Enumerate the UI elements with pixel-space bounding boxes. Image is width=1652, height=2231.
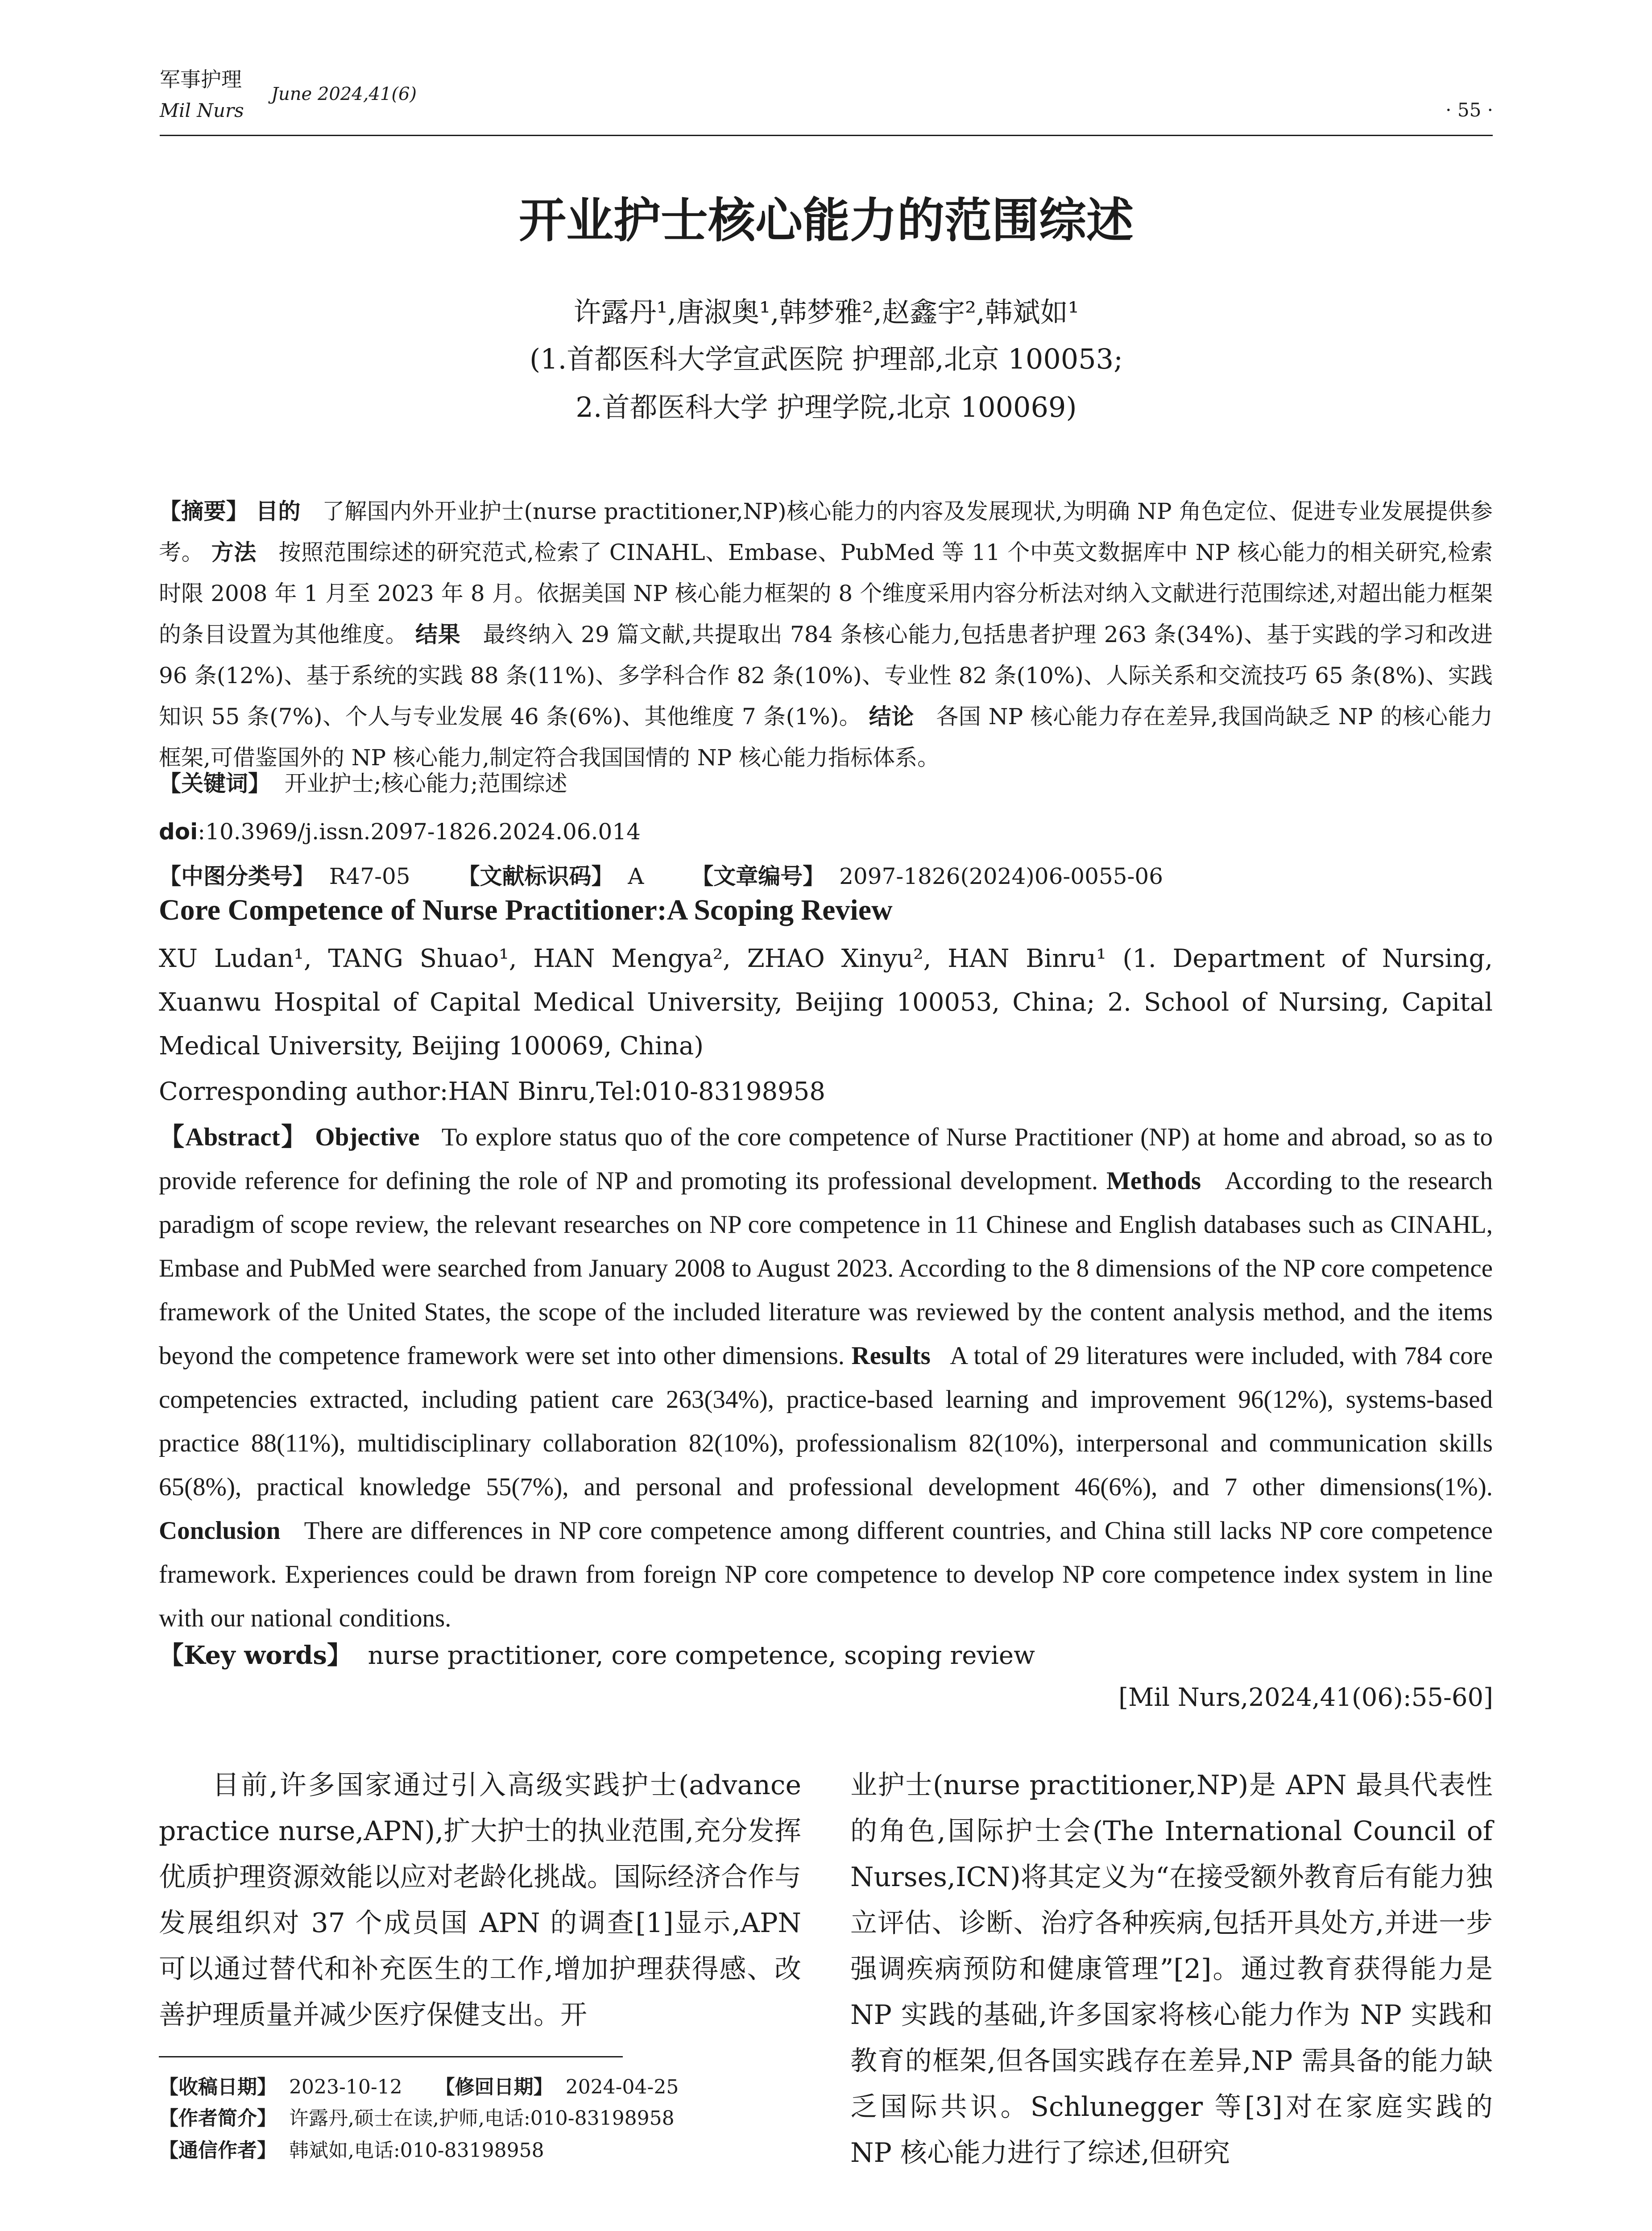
abstract-en [159, 1116, 1493, 1640]
footnote-rule [159, 2056, 623, 2057]
footnote-author [159, 2105, 828, 2132]
results-label: 结果 [415, 622, 461, 647]
author-bio-label: 【作者简介】 [159, 2107, 277, 2130]
abstract-en-label: 【Abstract】 [159, 1123, 308, 1151]
body-column-left: 目前,许多国家通过引入高级实践护士(advance practice nurse,APN),扩大护士的执业范围,充分发挥优质护理资源效能以应对老龄化挑战。国际经济合作与发展组织对 37 个成员国 APN 的调查[1]显示,APN 可以通过替代和补充医生的工作,增加护理获得感、改善护理质量并减少医疗保健支出。开 [159, 1770, 801, 2031]
footnote-corresponding [159, 2137, 828, 2164]
article-no-label: 【文章编号】 [691, 863, 825, 889]
methods-text: 按照范围综述的研究范式,检索了 CINAHL、Embase、PubMed 等 11 个中英文数据库中 NP 核心能力的相关研究,检索时限 2008 年 1 月至 2023 年 8 月。依据美国 NP 核心能力框架的 8 个维度采用内容分析法对纳入文献进行范围综述,对超出能力框架的条目设置为其他维度。 [159, 539, 1493, 647]
objective-label: 目的 [256, 498, 301, 524]
author-bio: 许露丹,硕士在读,护师,电话:010-83198958 [289, 2107, 675, 2130]
doc-code-label: 【文献标识码】 [457, 863, 614, 889]
journal-issue: June 2024,41(6) [271, 84, 417, 104]
english-authors: XU Ludan¹, TANG Shuao¹, HAN Mengya², ZHAO Xinyu², HAN Binru¹ (1. Department of Nursing, Xuanwu Hospital of Capital Medical University, Beijing 100053, China; 2. School of Nursing, Capital Medical University, Beijing 100069, China) [159, 944, 1493, 1061]
affiliation-2: 2.首都医科大学 护理学院,北京 100069) [576, 391, 1077, 423]
keywords-cn [159, 763, 1493, 804]
methods-en-text: According to the research paradigm of scope review, the relevant researches on NP core competence in 11 Chinese and English databases such as CINAHL, Embase and PubMed were searched from January 2008 to August 2023. According to the 8 dimensions of the NP core competence framework of the United States, the scope of the included literature was reviewed by the content analysis method, and the items beyond the competence framework were set into other dimensions. [159, 1167, 1493, 1370]
body-column-right: 业护士(nurse practitioner,NP)是 APN 最具代表性的角色,国际护士会(The International Council of Nurses,ICN)将其定义为“在接受额外教育后有能力独立评估、诊断、治疗各种疾病,包括开具处方,并进一步强调疾病预防和健康管理”[2]。通过教育获得能力是 NP 实践的基础,许多国家将核心能力作为 NP 实践和教育的框架,但各国实践存在差异,NP 需具备的能力缺乏国际共识。Schlunegger 等[3]对在家庭实践的 NP 核心能力进行了综述,但研究 [850, 1770, 1493, 2169]
revised-label: 【修回日期】 [435, 2076, 553, 2098]
abstract-cn-label: 【摘要】 [159, 498, 249, 524]
article-no-value: 2097-1826(2024)06-0055-06 [839, 863, 1163, 889]
doi-value[interactable]: :10.3969/j.issn.2097-1826.2024.06.014 [198, 819, 641, 845]
doc-code-value: A [628, 863, 644, 889]
clc-label: 【中图分类号】 [159, 863, 315, 889]
received-label: 【收稿日期】 [159, 2076, 277, 2098]
english-title: Core Competence of Nurse Practitioner:A Scoping Review [159, 894, 893, 926]
clc-value: R47-05 [329, 863, 410, 889]
corr-author-label: 【通信作者】 [159, 2139, 277, 2162]
doi-label: doi [159, 819, 198, 845]
journal-name-cn: 军事护理 [160, 67, 242, 91]
keywords-en-text: nurse practitioner, core competence, scoping review [368, 1641, 1035, 1670]
methods-en-label: Methods [1106, 1167, 1201, 1195]
conclusion-text: 各国 NP 核心能力存在差异,我国尚缺乏 NP 的核心能力框架,可借鉴国外的 NP 核心能力,制定符合我国国情的 NP 核心能力指标体系。 [159, 704, 1493, 771]
methods-label: 方法 [211, 539, 257, 565]
author-list: 许露丹¹,唐淑奥¹,韩梦雅²,赵鑫宇²,韩斌如¹ [573, 296, 1079, 328]
received-date: 2023-10-12 [289, 2076, 402, 2098]
page-number: · 55 · [1445, 99, 1493, 121]
corresponding-author: Corresponding author:HAN Binru,Tel:010-83198958 [159, 1077, 826, 1106]
objective-en-text: To explore status quo of the core competence of Nurse Practitioner (NP) at home and abroad, so as to provide reference for defining the role of NP and promoting its professional development. [159, 1123, 1493, 1195]
results-en-label: Results [851, 1342, 931, 1370]
corr-author: 韩斌如,电话:010-83198958 [289, 2139, 544, 2162]
keywords-cn-text: 开业护士;核心能力;范围综述 [284, 771, 567, 796]
header-rule [160, 135, 1493, 136]
conclusion-label: 结论 [869, 704, 914, 730]
article-title: 开业护士核心能力的范围综述 [519, 193, 1134, 248]
footnote-dates [159, 2074, 828, 2101]
keywords-en [159, 1635, 1493, 1676]
objective-en-label: Objective [315, 1123, 420, 1151]
journal-name-en: Mil Nurs [160, 100, 244, 121]
affiliation-1: (1.首都医科大学宣武医院 护理部,北京 100053; [529, 343, 1123, 375]
conclusion-en-label: Conclusion [159, 1517, 281, 1545]
objective-text: 了解国内外开业护士(nurse practitioner,NP)核心能力的内容及发展现状,为明确 NP 角色定位、促进专业发展提供参考。 [159, 498, 1493, 565]
keywords-cn-label: 【关键词】 [159, 771, 270, 796]
doi-line [159, 811, 1493, 852]
keywords-en-label: 【Key words】 [159, 1641, 352, 1670]
results-text: 最终纳入 29 篇文献,共提取出 784 条核心能力,包括患者护理 263 条(34%)、基于实践的学习和改进 96 条(12%)、基于系统的实践 88 条(11%)、多学科合作 82 条(10%)、专业性 82 条(10%)、人际关系和交流技巧 65 条(8%)、实践知识 55 条(7%)、个人与专业发展 46 条(6%)、其他维度 7 条(1%)。 [159, 622, 1493, 730]
results-en-text: A total of 29 literatures were included, with 784 core competencies extracted, including patient care 263(34%), practice-based learning and improvement 96(12%), systems-based practice 88(11%), multidisciplinary collaboration 82(10%), professionalism 82(10%), interpersonal and communication skills 65(8%), practical knowledge 55(7%), and personal and professional development 46(6%), and 7 other dimensions(1%). [159, 1342, 1493, 1501]
revised-date: 2024-04-25 [565, 2076, 679, 2098]
abstract-cn [159, 491, 1493, 778]
citation: [Mil Nurs,2024,41(06):55-60] [1118, 1683, 1493, 1712]
conclusion-en-text: There are differences in NP core competence among different countries, and China still lacks NP core competence framework. Experiences could be drawn from foreign NP core competence to develop NP core competence index system in line with our national conditions. [159, 1517, 1493, 1632]
